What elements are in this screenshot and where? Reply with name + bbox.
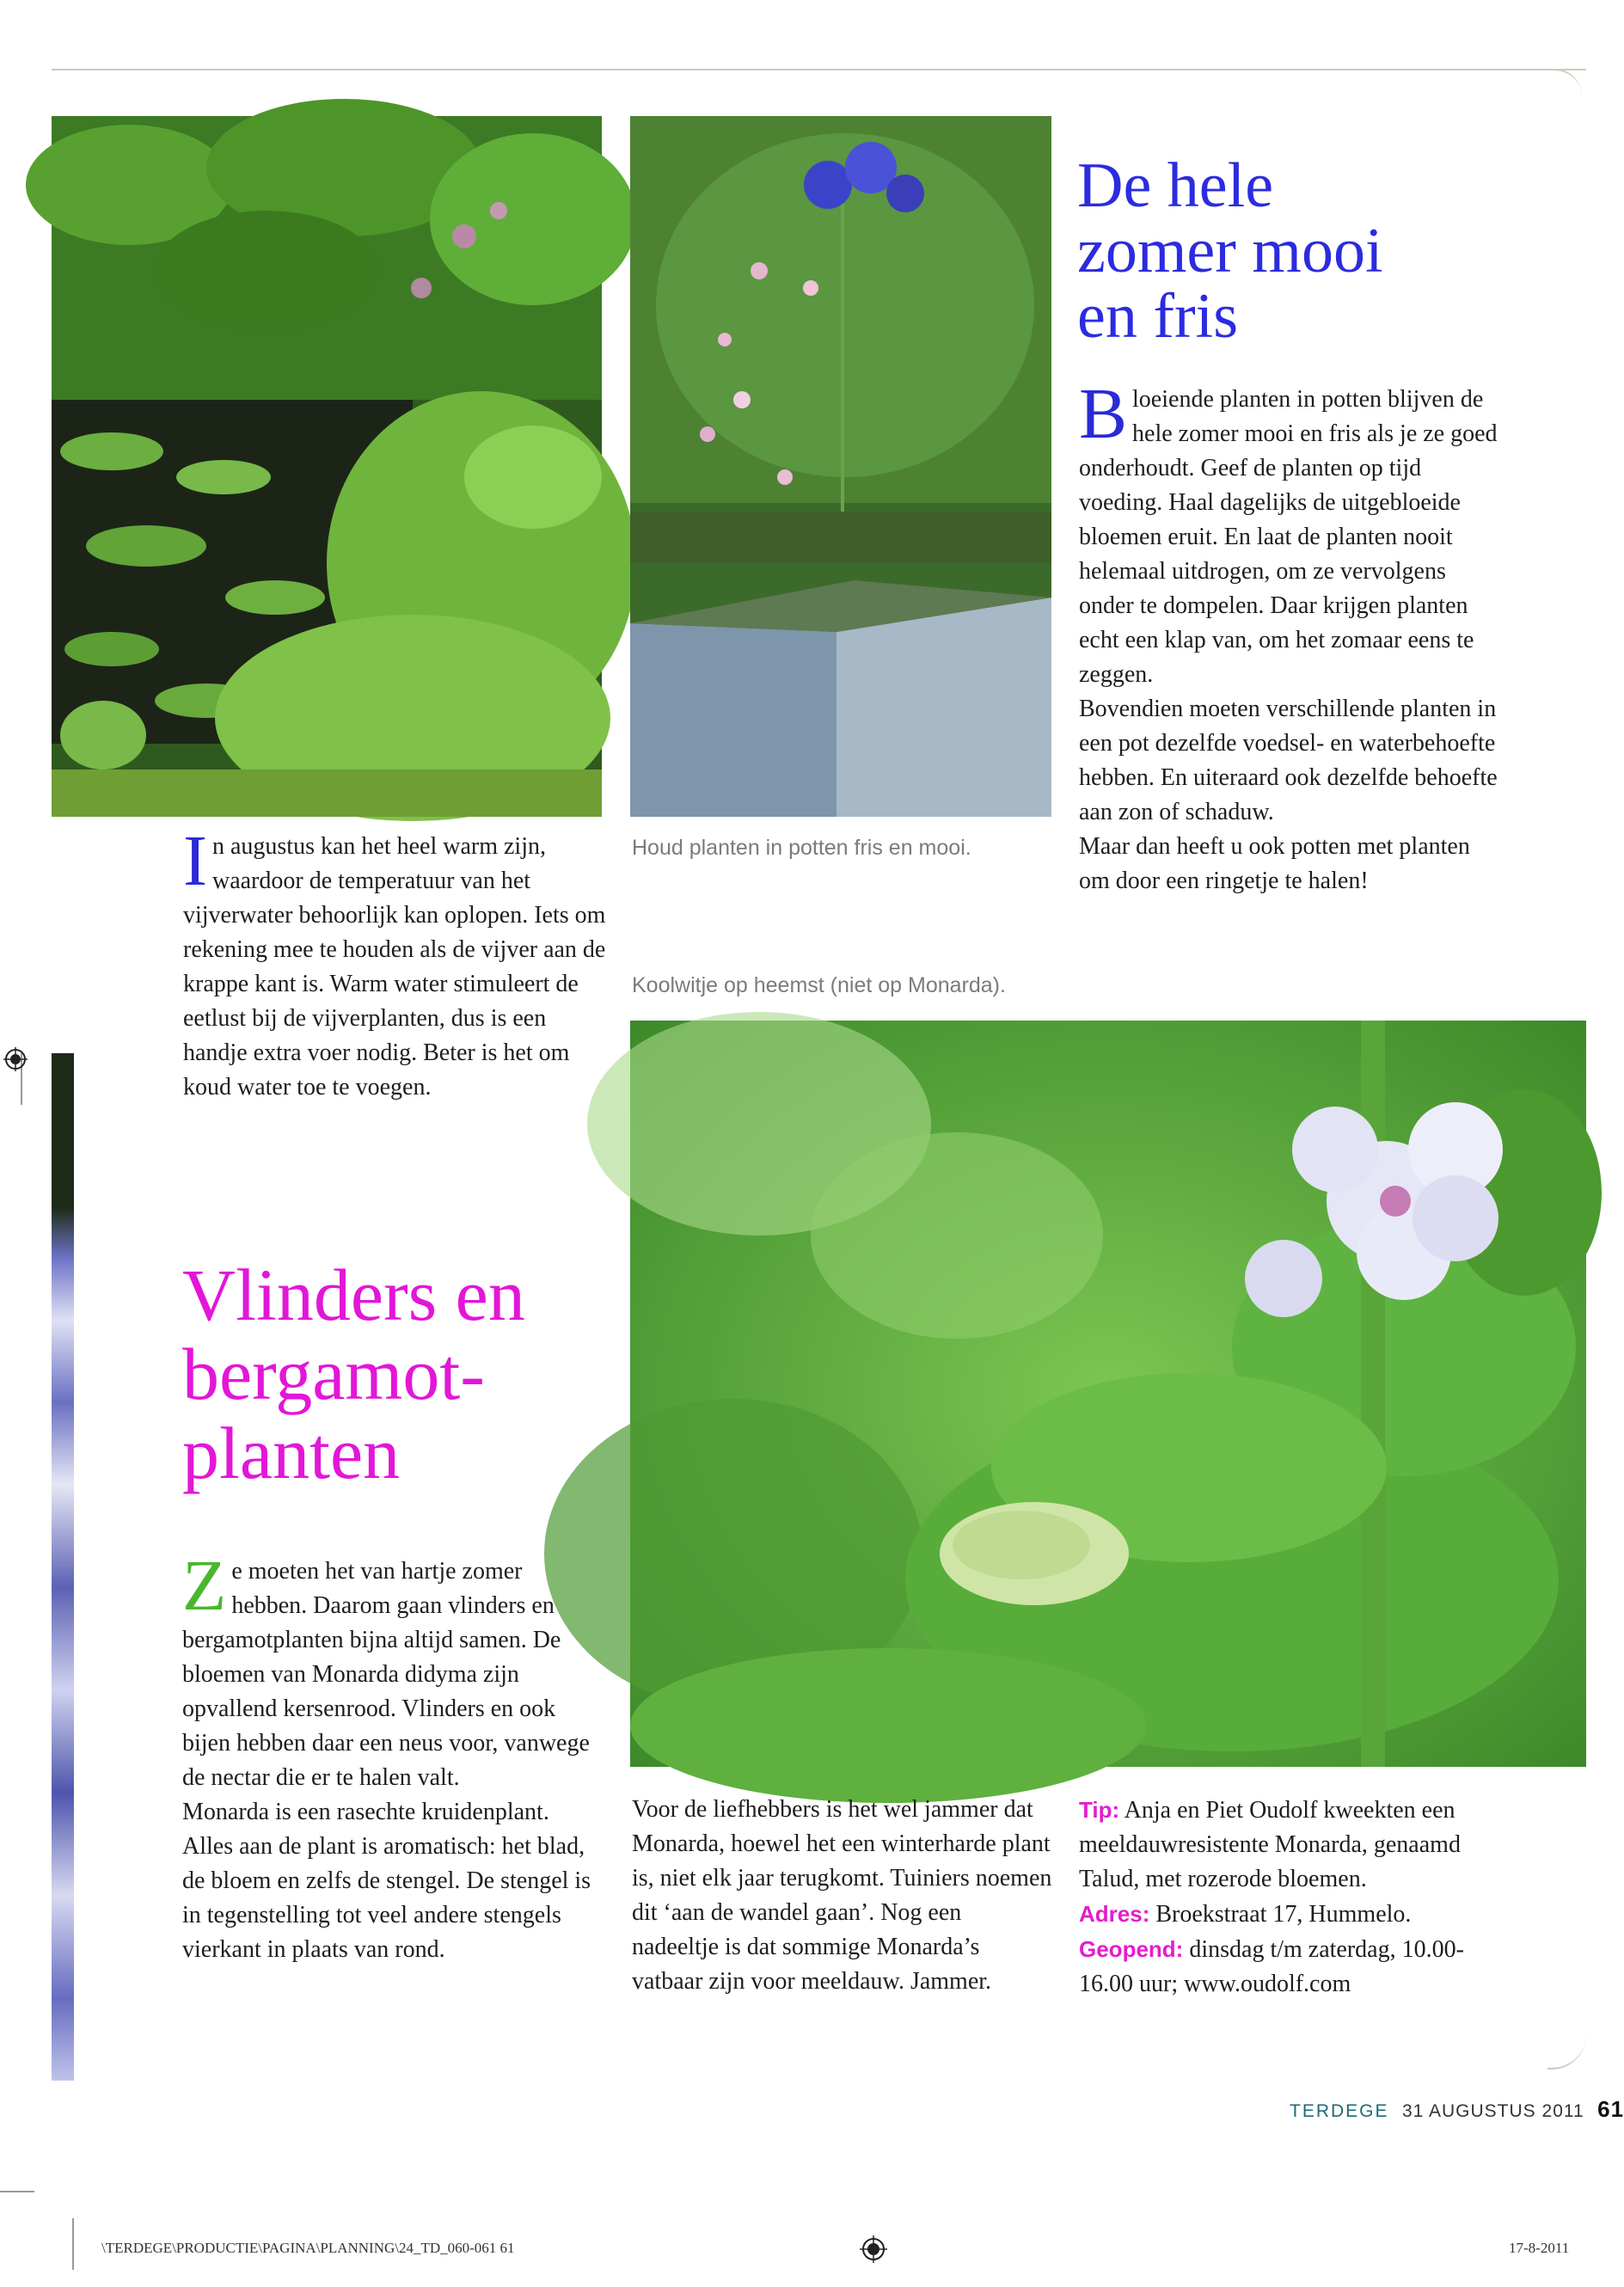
- printer-slug-path: \TERDEGE\PRODUCTIE\PAGINA\PLANNING\24_TD_060-061 61: [101, 2240, 515, 2256]
- bottom-rule-curve: [1547, 2029, 1586, 2069]
- pots-title-line-2: zomer mooi: [1077, 216, 1383, 286]
- pond-article-body: [183, 821, 609, 1105]
- registration-mark-left: [3, 1047, 28, 1071]
- page-footer: [1290, 2096, 1624, 2123]
- butterfly-paragraph-1: [182, 1546, 604, 1795]
- pond-photo: [52, 116, 602, 817]
- pots-paragraph-3: Maar dan heeft u ook potten met planten om door een ringetje te halen!: [1079, 833, 1470, 894]
- bottom-left-crop-line: [0, 2191, 34, 2192]
- top-rule-curve: [1530, 69, 1582, 96]
- bottom-left-vertical-crop: [72, 2218, 74, 2270]
- footer-date: 31 AUGUSTUS 2011: [1401, 2101, 1584, 2121]
- registration-mark-bottom: [860, 2235, 887, 2263]
- tip-text: Anja en Piet Oudolf kweekten een meeldauwresistente Monarda, genaamd Talud, met rozerode bloemen.: [1079, 1797, 1461, 1892]
- planter-caption: Houd planten in potten fris en mooi.: [632, 836, 971, 860]
- tip-label: Tip:: [1079, 1797, 1120, 1823]
- pots-title-line-3: en fris: [1077, 281, 1238, 352]
- pots-dropcap: B: [1079, 374, 1128, 454]
- butterfly-article-title: [182, 1255, 629, 1493]
- pots-article-title: [1077, 150, 1559, 352]
- butterfly-title-line-1: Vlinders en: [182, 1254, 525, 1336]
- butterfly-title-line-2: bergamot-: [182, 1333, 485, 1415]
- butterfly-paragraph-2: Monarda is een rasechte kruidenplant. Alles aan de plant is aromatisch: het blad, de bloem en zelfs de stengel. De stengel is in tegenstelling tot veel andere stengels vierkant in plaats van rond.: [182, 1799, 591, 1963]
- printer-slug-date: 17-8-2011: [1509, 2240, 1570, 2256]
- opening-hours-line: [1079, 1932, 1509, 2002]
- tip-line: [1079, 1793, 1509, 1897]
- butterfly-paragraph-1-text: e moeten het van hartje zomer hebben. Daarom gaan vlinders en bergamotplanten bijna altijd samen. De bloemen van Monarda didyma zijn opvallend kersenrood. Vlinders en ook bijen hebben daar een neus voor, vanwege de nectar die er te halen valt.: [182, 1558, 590, 1791]
- opening-hours-label: Geopend:: [1079, 1936, 1184, 1962]
- address-label: Adres:: [1079, 1901, 1150, 1927]
- pots-title-line-1: De hele: [1077, 150, 1274, 221]
- pots-paragraph-1-text: loeiende planten in potten blijven de hele zomer mooi en fris als je ze goed onderhoudt. Geef de planten op tijd voeding. Haal dagelijks de uitgebloeide bloemen eruit. En laat de planten nooit helemaal uitdrogen, om ze vervolgens onder te dompelen. Daar krijgen planten echt een klap van, om het zomaar eens te zeggen.: [1079, 386, 1498, 688]
- butterfly-article-body: [182, 1546, 604, 1967]
- butterfly-caption: Koolwitje op heemst (niet op Monarda).: [632, 973, 1006, 997]
- pots-article-body: [1079, 374, 1504, 898]
- pond-paragraph-text: n augustus kan het heel warm zijn, waardoor de temperatuur van het vijverwater behoorlijk kan oplopen. Iets om rekening mee te houden als de vijver aan de krappe kant is. Warm water stimuleert de eetlust bij de vijverplanten, dus is een handje extra voer nodig. Beter is het om koud water toe te voegen.: [183, 833, 606, 1101]
- top-rule: [52, 69, 1586, 71]
- footer-magazine: TERDEGE: [1290, 2101, 1389, 2121]
- pond-paragraph: [183, 821, 609, 1105]
- address-text: Broekstraat 17, Hummelo.: [1155, 1901, 1412, 1928]
- pots-paragraph-2: Bovendien moeten verschillende planten in een pot dezelfde voedsel- en waterbehoefte hebben. En uiteraard ook dezelfde behoefte aan zon of schaduw.: [1079, 696, 1498, 825]
- left-edge-flower-strip: [52, 1053, 74, 2081]
- butterfly-title-line-3: planten: [182, 1412, 401, 1494]
- butterfly-column-2-paragraph: Voor de liefhebbers is het wel jammer dat Monarda, hoewel het een winterharde plant is, niet elk jaar terugkomt. Tuiniers noemen dit ‘aan de wandel gaan’. Nog een nadeeltje is dat sommige Monarda’s vatbaar zijn voor meeldauw. Jammer.: [632, 1796, 1052, 1995]
- butterfly-photo: [630, 1021, 1586, 1767]
- planter-photo: [630, 116, 1051, 817]
- butterfly-article-column-2: [632, 1793, 1053, 1999]
- footer-page-number: 61: [1597, 2096, 1624, 2122]
- address-line: [1079, 1897, 1509, 1932]
- tip-box: [1079, 1793, 1509, 2002]
- pots-paragraph-1: [1079, 374, 1504, 692]
- butterfly-dropcap: Z: [182, 1546, 227, 1626]
- pond-dropcap: I: [183, 821, 207, 901]
- opening-hours-text: dinsdag t/m zaterdag, 10.00-16.00 uur; www.oudolf.com: [1079, 1936, 1464, 1997]
